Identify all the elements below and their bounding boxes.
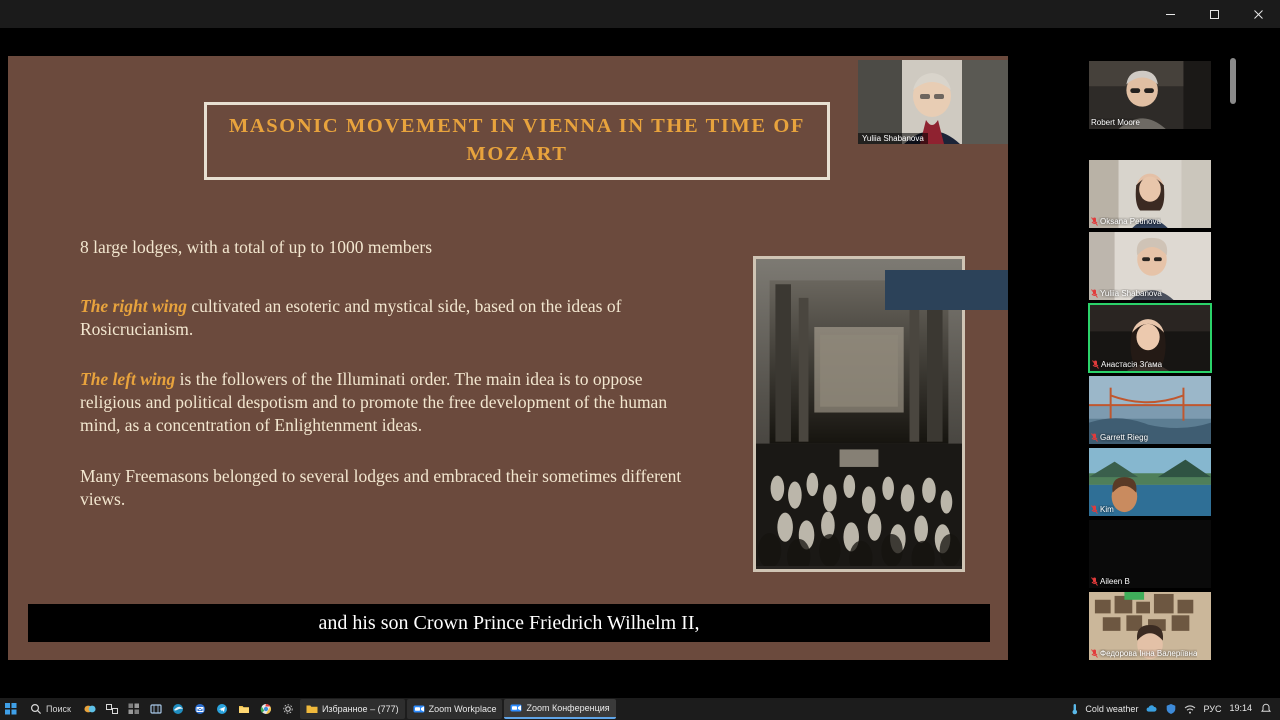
- taskbar-left-group: [0, 698, 617, 720]
- filmstrip-scrollbar-thumb[interactable]: [1230, 58, 1236, 104]
- system-tray[interactable]: [1146, 703, 1221, 715]
- participant-tile-5[interactable]: [1088, 447, 1212, 517]
- speaker-name-label: Yuliia Shabanova: [858, 133, 928, 144]
- participant-label-4: Garrett Riegg: [1100, 433, 1149, 442]
- window-maximize-button[interactable]: [1192, 0, 1236, 28]
- taskbar-window-1[interactable]: [407, 699, 503, 719]
- participant-filmstrip[interactable]: [1020, 28, 1280, 698]
- mic-muted-icon-6: [1091, 577, 1098, 586]
- slide-title: MASONIC MOVEMENT IN VIENNA IN THE TIME OF MOZART: [228, 115, 806, 165]
- language-indicator[interactable]: РУС: [1203, 704, 1222, 714]
- participant-label-2: Yuliia Shabanova: [1100, 289, 1162, 298]
- start-icon: [5, 703, 17, 715]
- slide-caption-text: and his son Crown Prince Friedrich Wilhelm II,: [318, 611, 700, 634]
- slide-keyword-right-wing: The right wing: [80, 296, 187, 317]
- onedrive-icon: [1146, 703, 1158, 715]
- participant-name-2: [1091, 289, 1162, 298]
- participant-name-4: [1091, 433, 1148, 442]
- start-button[interactable]: [0, 698, 22, 720]
- weather-label: Cold weather: [1085, 704, 1139, 714]
- participant-tile-6[interactable]: [1088, 519, 1212, 589]
- widgets-button[interactable]: [123, 698, 145, 720]
- window-titlebar: [0, 0, 1280, 28]
- notification-icon[interactable]: [1260, 703, 1272, 715]
- taskbar-right-group: [1069, 698, 1280, 720]
- temperature-icon: [1069, 703, 1081, 715]
- mail-icon: [194, 703, 206, 715]
- slide-paragraph-2-text: cultivated an esoteric and mystical side, based on the ideas of Rosicrucianism.: [80, 296, 622, 340]
- clock-time: 19:14: [1229, 703, 1252, 714]
- folder-icon: [306, 703, 318, 715]
- windows-taskbar[interactable]: [0, 698, 1280, 720]
- chrome-button[interactable]: [255, 698, 277, 720]
- store-icon: [150, 703, 162, 715]
- mic-muted-icon-5: [1091, 505, 1098, 514]
- zoom-icon: [413, 703, 425, 715]
- participant-label-1: Oksana Petinova: [1100, 217, 1161, 226]
- participant-label-7: Федорова Інна Валеріївна: [1100, 649, 1198, 658]
- defender-icon: [1165, 703, 1177, 715]
- zoom-icon-active: [510, 702, 522, 714]
- participant-tile-0[interactable]: [1088, 60, 1212, 130]
- mic-muted-icon-7: [1091, 649, 1098, 658]
- task-view-icon: [106, 703, 118, 715]
- taskbar-window-label-2: Zoom Конференция: [526, 703, 610, 713]
- participant-tile-4[interactable]: [1088, 375, 1212, 445]
- mic-muted-icon-4: [1091, 433, 1098, 442]
- taskbar-window-label-1: Zoom Workplace: [428, 704, 497, 714]
- widgets-icon: [128, 703, 140, 715]
- presentation-slide: [8, 56, 1008, 660]
- taskbar-window-label-0: Избранное – (777): [321, 704, 399, 714]
- mic-muted-icon-1: [1091, 217, 1098, 226]
- network-icon: [1184, 703, 1196, 715]
- chrome-icon: [260, 703, 272, 715]
- slide-paragraph-4: Many Freemasons belonged to several lodges and embraced their sometimes different views.: [80, 465, 682, 509]
- explorer-icon: [238, 703, 250, 715]
- participant-label-3: Анастасія Зґама: [1101, 360, 1163, 369]
- telegram-icon: [216, 703, 228, 715]
- speaker-video-frame: [858, 60, 1008, 144]
- slide-paragraph-2: [80, 295, 690, 341]
- taskbar-clock[interactable]: [1229, 704, 1252, 713]
- slide-title-frame: [204, 102, 830, 180]
- store-button[interactable]: [145, 698, 167, 720]
- slide-paragraph-1: 8 large lodges, with a total of up to 1000 members: [80, 237, 433, 257]
- participant-name-0: [1091, 118, 1140, 127]
- taskbar-window-0[interactable]: [300, 699, 405, 719]
- search-icon: [30, 703, 42, 715]
- slide-caption-bar: [28, 604, 990, 642]
- participant-label-6: Aileen B: [1100, 577, 1130, 586]
- mic-muted-icon-2: [1091, 289, 1098, 298]
- mail-button[interactable]: [189, 698, 211, 720]
- participant-tile-2[interactable]: [1088, 231, 1212, 301]
- slide-paragraph-3: [80, 368, 690, 437]
- participant-label-5: Kim: [1100, 505, 1114, 514]
- participant-name-7: [1091, 649, 1197, 658]
- task-view-button[interactable]: [101, 698, 123, 720]
- copilot-icon: [84, 703, 96, 715]
- window-close-button[interactable]: [1236, 0, 1280, 28]
- window-minimize-button[interactable]: [1148, 0, 1192, 28]
- speaker-video-overlay[interactable]: [858, 60, 1008, 144]
- slide-body: [80, 236, 690, 538]
- telegram-button[interactable]: [211, 698, 233, 720]
- taskbar-search[interactable]: [24, 700, 79, 718]
- participant-tile-3[interactable]: [1088, 303, 1212, 373]
- participant-name-5: [1091, 505, 1114, 514]
- slide-accent-block: [885, 270, 1008, 310]
- participant-label-0: Robert Moore: [1091, 118, 1140, 127]
- participant-tile-1[interactable]: [1088, 159, 1212, 229]
- copilot-button[interactable]: [79, 698, 101, 720]
- gear-icon: [282, 703, 294, 715]
- slide-paragraph-3-text: is the followers of the Illuminati order. The main idea is to oppose religious and political despotism and to promote the free development of the human mind, as a concentration of Enlightenment ideas.: [80, 369, 668, 436]
- mic-muted-icon-3: [1092, 360, 1099, 369]
- participant-name-3: [1092, 360, 1162, 369]
- taskbar-search-label: Поиск: [46, 704, 71, 714]
- slide-keyword-left-wing: The left wing: [80, 369, 176, 390]
- edge-button[interactable]: [167, 698, 189, 720]
- taskbar-window-2[interactable]: [504, 699, 615, 719]
- settings-button[interactable]: [277, 698, 299, 720]
- participant-name-6: [1091, 577, 1130, 586]
- shared-screen-stage: [0, 28, 1020, 698]
- explorer-button[interactable]: [233, 698, 255, 720]
- participant-tile-7[interactable]: [1088, 591, 1212, 661]
- edge-icon: [172, 703, 184, 715]
- filmstrip-scrollbar[interactable]: [1230, 28, 1236, 698]
- participant-name-1: [1091, 217, 1161, 226]
- weather-widget[interactable]: [1069, 703, 1138, 715]
